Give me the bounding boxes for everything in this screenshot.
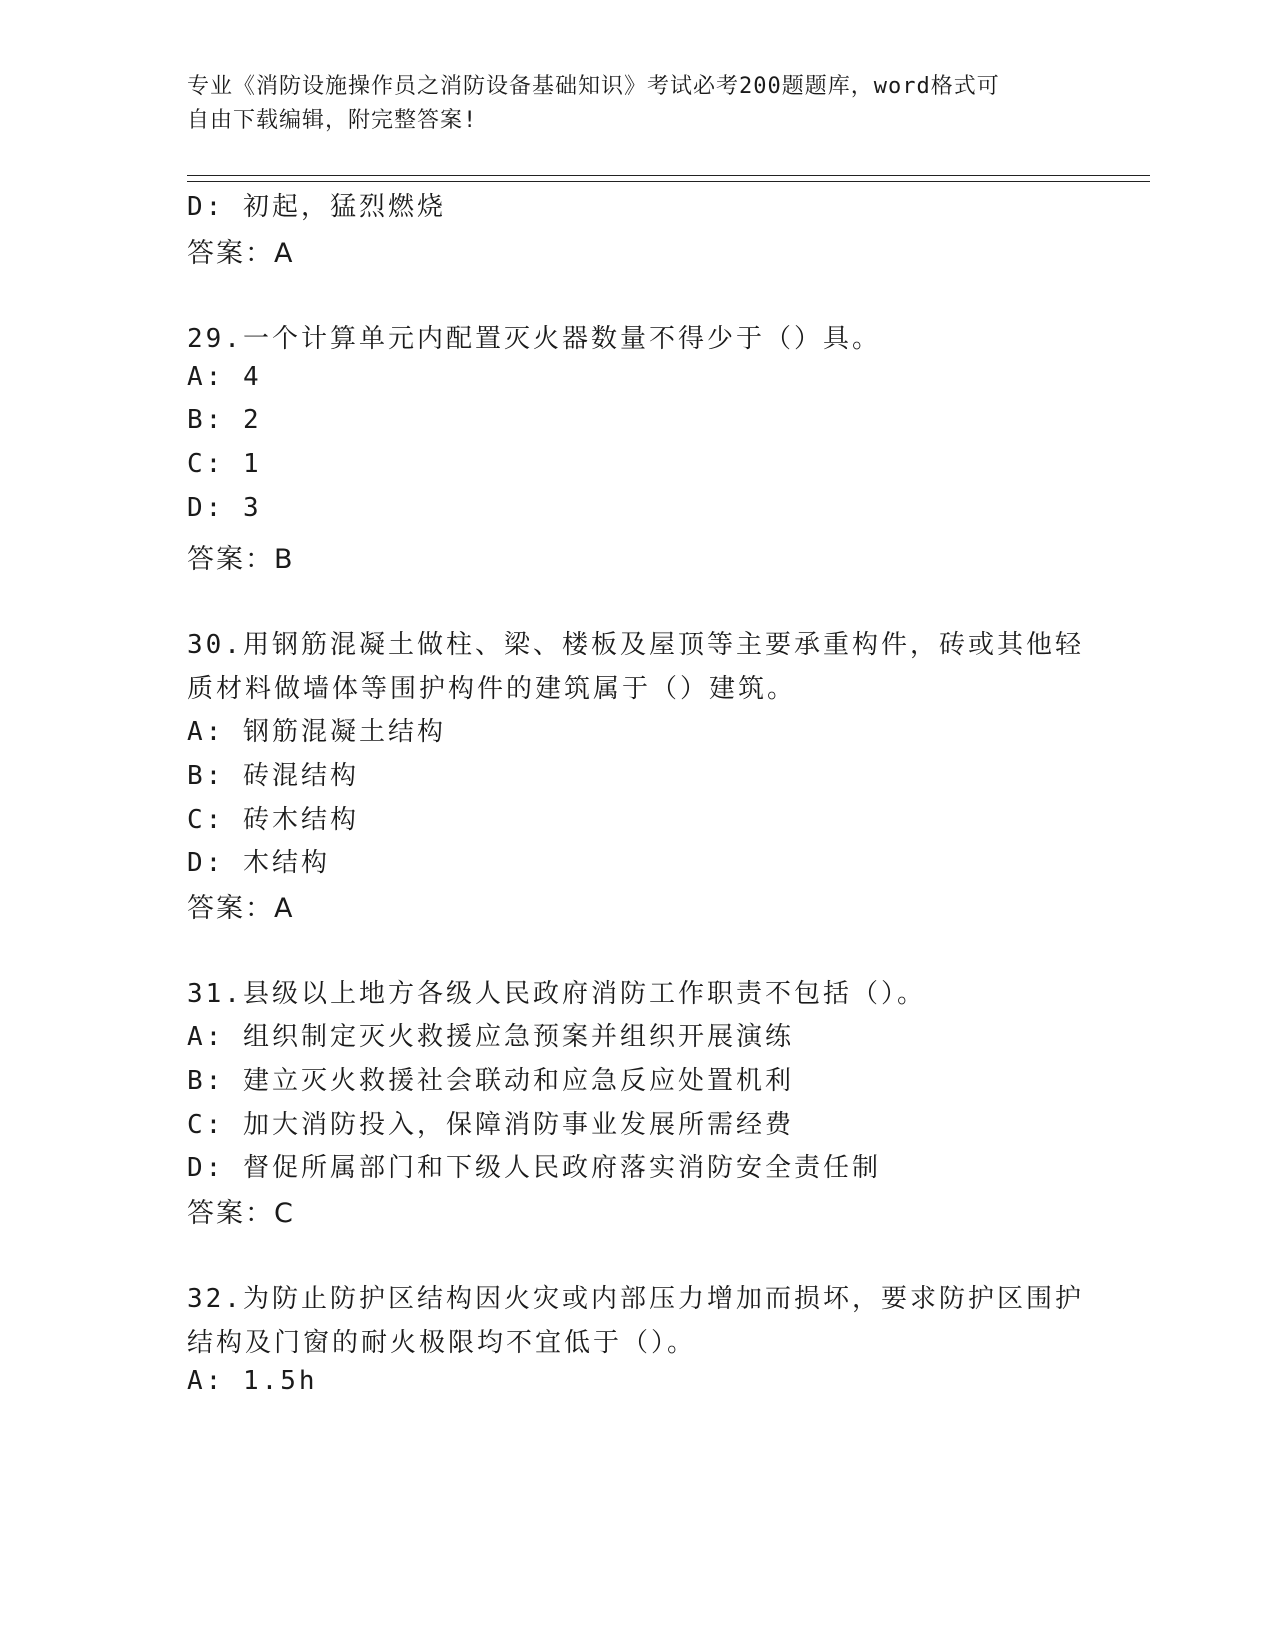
q30-option-d: D: 木结构 bbox=[187, 848, 330, 878]
q30-option-c: C: 砖木结构 bbox=[187, 805, 359, 835]
q32-question-line-2: 结构及门窗的耐火极限均不宜低于（）。 bbox=[187, 1328, 697, 1358]
q29-question: 29.一个计算单元内配置灭火器数量不得少于（）具。 bbox=[187, 324, 881, 354]
q29-answer: 答案：B bbox=[187, 544, 295, 575]
q29-option-b: B: 2 bbox=[187, 405, 262, 435]
q32-question-line-1: 32.为防止防护区结构因火灾或内部压力增加而损坏，要求防护区围护 bbox=[187, 1284, 1084, 1314]
q30-option-a: A: 钢筋混凝土结构 bbox=[187, 717, 446, 747]
q30-answer: 答案：A bbox=[187, 893, 295, 924]
q29-option-a: A: 4 bbox=[187, 362, 262, 392]
carryover-option-d: D: 初起，猛烈燃烧 bbox=[187, 192, 446, 222]
q31-question: 31.县级以上地方各级人民政府消防工作职责不包括（）。 bbox=[187, 979, 926, 1009]
q31-option-d: D: 督促所属部门和下级人民政府落实消防安全责任制 bbox=[187, 1153, 881, 1183]
q32-option-a: A: 1.5h bbox=[187, 1366, 318, 1396]
q30-option-b: B: 砖混结构 bbox=[187, 761, 359, 791]
q30-question-line-2: 质材料做墙体等围护构件的建筑属于（）建筑。 bbox=[187, 674, 797, 704]
document-header bbox=[187, 70, 1067, 138]
q30-question-line-1: 30.用钢筋混凝土做柱、梁、楼板及屋顶等主要承重构件，砖或其他轻 bbox=[187, 630, 1084, 660]
q29-option-c: C: 1 bbox=[187, 449, 262, 479]
q31-option-c: C: 加大消防投入，保障消防事业发展所需经费 bbox=[187, 1110, 794, 1140]
q31-answer: 答案：C bbox=[187, 1198, 295, 1229]
header-divider-top bbox=[187, 175, 1150, 176]
header-divider-bottom bbox=[187, 181, 1150, 182]
header-title-line-1: 专业《消防设施操作员之消防设备基础知识》考试必考200题题库，word格式可 bbox=[187, 74, 1000, 99]
q31-option-b: B: 建立灭火救援社会联动和应急反应处置机利 bbox=[187, 1066, 794, 1096]
q29-option-d: D: 3 bbox=[187, 493, 262, 523]
header-title-line-2: 自由下载编辑，附完整答案! bbox=[187, 108, 478, 133]
q31-option-a: A: 组织制定灭火救援应急预案并组织开展演练 bbox=[187, 1022, 794, 1052]
carryover-answer: 答案：A bbox=[187, 238, 295, 269]
